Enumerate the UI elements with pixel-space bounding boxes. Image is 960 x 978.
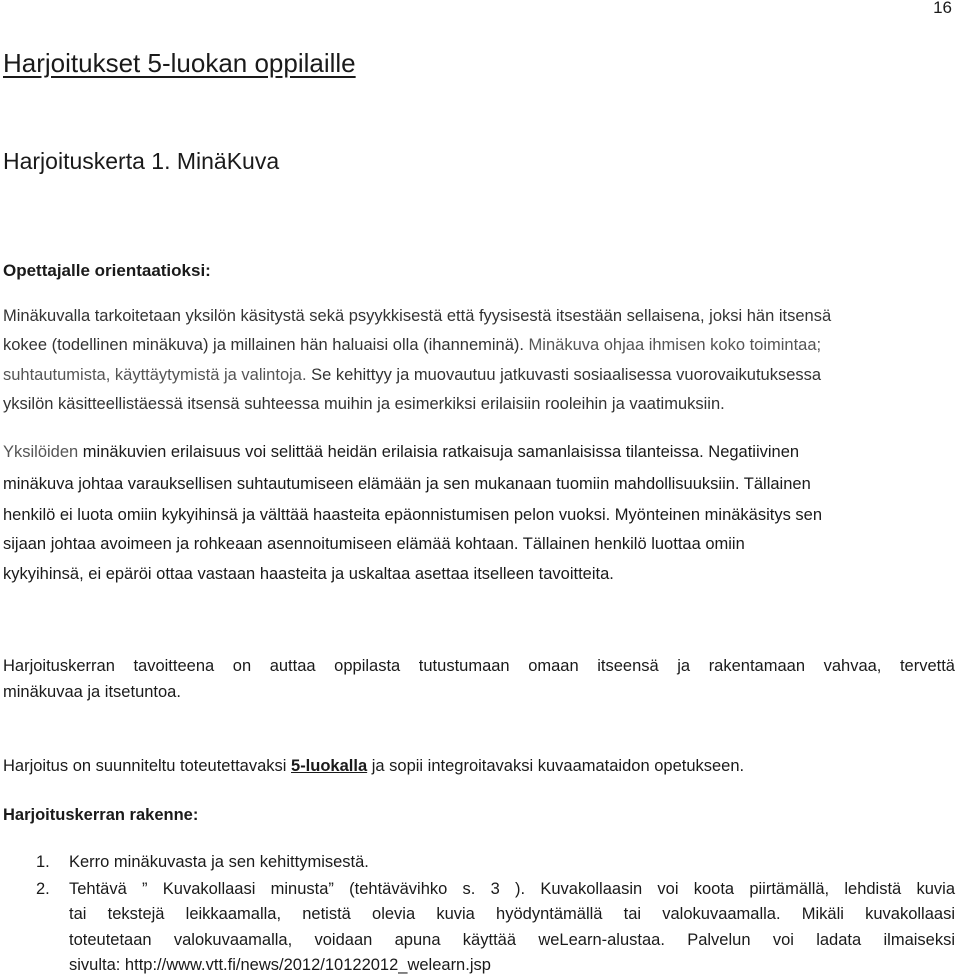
intro-line-2b: Minäkuva ohjaa ihmisen koko toimintaa;: [523, 336, 822, 354]
list-item-2-line-3: toteutetaan valokuvaamalla, voidaan apuna käyttää weLearn-alustaa. Palvelun voi ladata ilmaiseksi: [69, 931, 955, 949]
structure-heading: Harjoituskerran rakenne:: [3, 806, 199, 824]
para2-line-1a: Yksilöiden: [3, 443, 79, 461]
para2-line-4: sijaan johtaa avoimeen ja rohkeaan asennoitumiseen elämää kohtaan. Tällainen henkilö luottaa omiin: [3, 535, 745, 553]
intro-line-1: Minäkuvalla tarkoitetaan yksilön käsitystä sekä psyykkisestä että fyysisestä itsestään sellaisena, joksi hän itsensä: [3, 307, 832, 325]
para2-line-5: kykyihinsä, ei epäröi ottaa vastaan haasteita ja uskaltaa asettaa itselleen tavoitteita.: [3, 565, 614, 583]
intro-line-2a: kokee (todellinen minäkuva) ja millainen hän haluaisi olla (ihanneminä).: [3, 336, 524, 354]
orientation-heading: Opettajalle orientaatioksi:: [3, 261, 211, 280]
plan-line: [3, 757, 744, 776]
para2-line-2: minäkuva johtaa varauksellisen suhtautumiseen elämään ja sen mukanaan tuomiin mahdollisuuksiin. Tällainen: [3, 475, 811, 493]
list-item-2-number: 2.: [36, 880, 50, 898]
list-item-2-line-1: Tehtävä ” Kuvakollaasi minusta” (tehtävävihko s. 3 ). Kuvakollaasin voi koota piirtämällä, lehdistä kuvia: [69, 880, 955, 898]
document-title: Harjoitukset 5-luokan oppilaille: [3, 48, 356, 78]
list-item-2-line-2: tai tekstejä leikkaamalla, netistä olevia kuvia hyödyntämällä tai valokuvaamalla. Mikäli kuvakollaasi: [69, 905, 955, 923]
page-number: 16: [933, 0, 952, 17]
intro-line-4: yksilön käsitteellistäessä itsensä suhteessa muihin ja esimerkiksi erilaisiin rooleihin ja vaatimuksiin.: [3, 395, 725, 413]
plan-emphasis: 5-luokalla: [291, 757, 368, 775]
list-item-1-number: 1.: [36, 853, 50, 871]
intro-line-3b: Se kehittyy ja muovautuu jatkuvasti sosiaalisessa vuorovaikutuksessa: [306, 366, 822, 384]
para2-line-1: [3, 443, 799, 462]
plan-after: ja sopii integroitavaksi kuvaamataidon opetukseen.: [367, 757, 745, 775]
intro-line-2: [3, 336, 821, 355]
intro-line-3: [3, 366, 821, 385]
list-item-2-line-4: sivulta: http://www.vtt.fi/news/2012/10122012_welearn.jsp: [69, 956, 491, 974]
list-item-1-text: Kerro minäkuvasta ja sen kehittymisestä.: [69, 853, 369, 871]
section-subtitle: Harjoituskerta 1. MinäKuva: [3, 148, 280, 174]
para2-line-3: henkilö ei luota omiin kykyihinsä ja välttää haasteita epäonnistumisen pelon vuoksi. Myönteinen minäkäsitys sen: [3, 506, 823, 524]
goal-line-2: minäkuvaa ja itsetuntoa.: [3, 683, 181, 701]
para2-line-1b: minäkuvien erilaisuus voi selittää heidän erilaisia ratkaisuja samanlaisissa tilanteissa. Negatiivinen: [78, 443, 800, 461]
plan-before: Harjoitus on suunniteltu toteutettavaksi: [3, 757, 292, 775]
goal-line-1: Harjoituskerran tavoitteena on auttaa oppilasta tutustumaan omaan itseensä ja rakentamaan vahvaa, tervettä: [3, 657, 955, 675]
intro-line-3a: suhtautumista, käyttäytymistä ja valintoja.: [3, 366, 307, 384]
